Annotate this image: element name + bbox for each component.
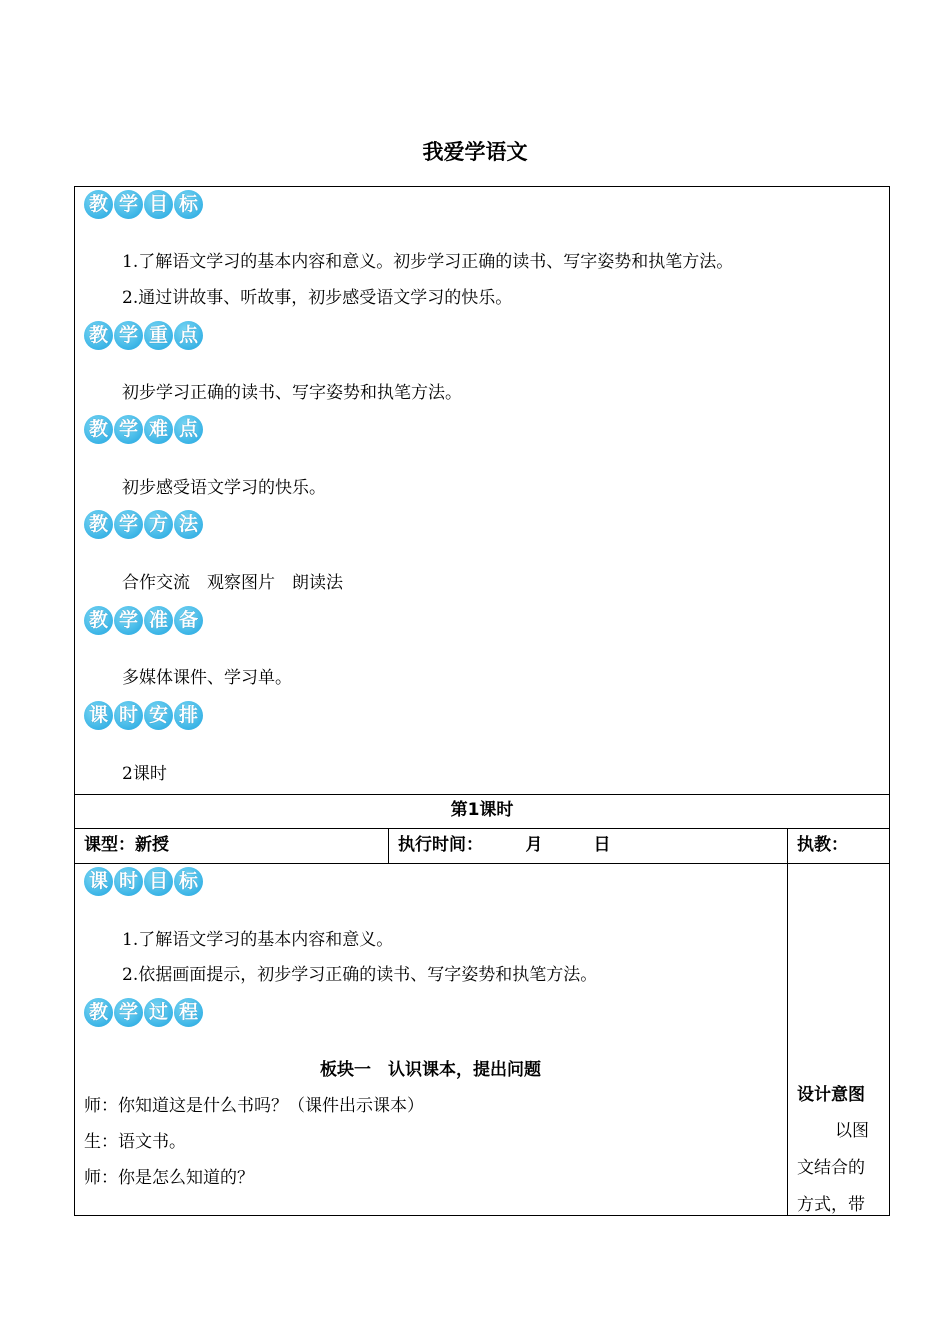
lesson-type: 课型：新授 xyxy=(84,835,169,855)
badge-char: 学 xyxy=(114,415,143,444)
design-intent-line: 文结合的 xyxy=(797,1158,865,1178)
key-points-badge xyxy=(84,319,203,353)
design-intent-line: 以图 xyxy=(835,1121,869,1141)
key-point-line: 初步学习正确的读书、写字姿势和执笔方法。 xyxy=(122,383,462,403)
dialogue-line: 生：语文书。 xyxy=(84,1132,186,1152)
badge-char: 课 xyxy=(84,701,113,730)
badge-char: 安 xyxy=(144,701,173,730)
lesson-heading: 第1课时 xyxy=(450,800,514,820)
badge-char: 教 xyxy=(84,998,113,1027)
difficulties-badge xyxy=(84,413,203,447)
badge-char: 方 xyxy=(144,510,173,539)
badge-char: 标 xyxy=(174,190,203,219)
badge-char: 时 xyxy=(114,867,143,896)
badge-char: 重 xyxy=(144,321,173,350)
divider xyxy=(388,828,389,864)
execution-time: 执行时间： 月 日 xyxy=(398,835,611,855)
difficulty-line: 初步感受语文学习的快乐。 xyxy=(122,478,326,498)
badge-char: 点 xyxy=(174,415,203,444)
badge-char: 教 xyxy=(84,415,113,444)
badge-char: 过 xyxy=(144,998,173,1027)
objectives-badge xyxy=(84,188,203,222)
badge-char: 教 xyxy=(84,510,113,539)
badge-char: 标 xyxy=(174,867,203,896)
dialogue-line: 师：你是怎么知道的？ xyxy=(84,1168,254,1188)
methods-badge xyxy=(84,508,203,542)
dialogue-line: 师：你知道这是什么书吗？（课件出示课本） xyxy=(84,1096,424,1116)
badge-char: 学 xyxy=(114,190,143,219)
badge-char: 学 xyxy=(114,321,143,350)
divider xyxy=(787,828,788,1216)
badge-char: 学 xyxy=(114,998,143,1027)
divider xyxy=(74,828,890,829)
badge-char: 程 xyxy=(174,998,203,1027)
process-badge xyxy=(84,996,203,1030)
block-title: 板块一 认识课本，提出问题 xyxy=(320,1060,541,1080)
schedule-badge xyxy=(84,699,203,733)
lesson-objectives-badge xyxy=(84,865,203,899)
badge-char: 目 xyxy=(144,190,173,219)
badge-char: 学 xyxy=(114,606,143,635)
badge-char: 难 xyxy=(144,415,173,444)
method-line: 合作交流 观察图片 朗读法 xyxy=(122,573,343,593)
divider xyxy=(74,863,890,864)
preparation-badge xyxy=(84,604,203,638)
badge-char: 时 xyxy=(114,701,143,730)
badge-char: 法 xyxy=(174,510,203,539)
badge-char: 准 xyxy=(144,606,173,635)
lesson-objective-line: 2.依据画面提示，初步学习正确的读书、写字姿势和执笔方法。 xyxy=(122,965,598,985)
page-title: 我爱学语文 xyxy=(422,140,528,164)
design-intent-label: 设计意图 xyxy=(797,1085,865,1105)
teacher-label: 执教： xyxy=(797,835,848,855)
badge-char: 备 xyxy=(174,606,203,635)
preparation-line: 多媒体课件、学习单。 xyxy=(122,668,292,688)
badge-char: 学 xyxy=(114,510,143,539)
design-intent-line: 方式，带 xyxy=(797,1195,865,1215)
badge-char: 点 xyxy=(174,321,203,350)
schedule-line: 2课时 xyxy=(122,764,167,784)
badge-char: 教 xyxy=(84,321,113,350)
badge-char: 教 xyxy=(84,606,113,635)
badge-char: 排 xyxy=(174,701,203,730)
lesson-objective-line: 1.了解语文学习的基本内容和意义。 xyxy=(122,930,394,950)
badge-char: 教 xyxy=(84,190,113,219)
objective-line: 2.通过讲故事、听故事，初步感受语文学习的快乐。 xyxy=(122,288,513,308)
badge-char: 课 xyxy=(84,867,113,896)
objective-line: 1.了解语文学习的基本内容和意义。初步学习正确的读书、写字姿势和执笔方法。 xyxy=(122,252,734,272)
badge-char: 目 xyxy=(144,867,173,896)
